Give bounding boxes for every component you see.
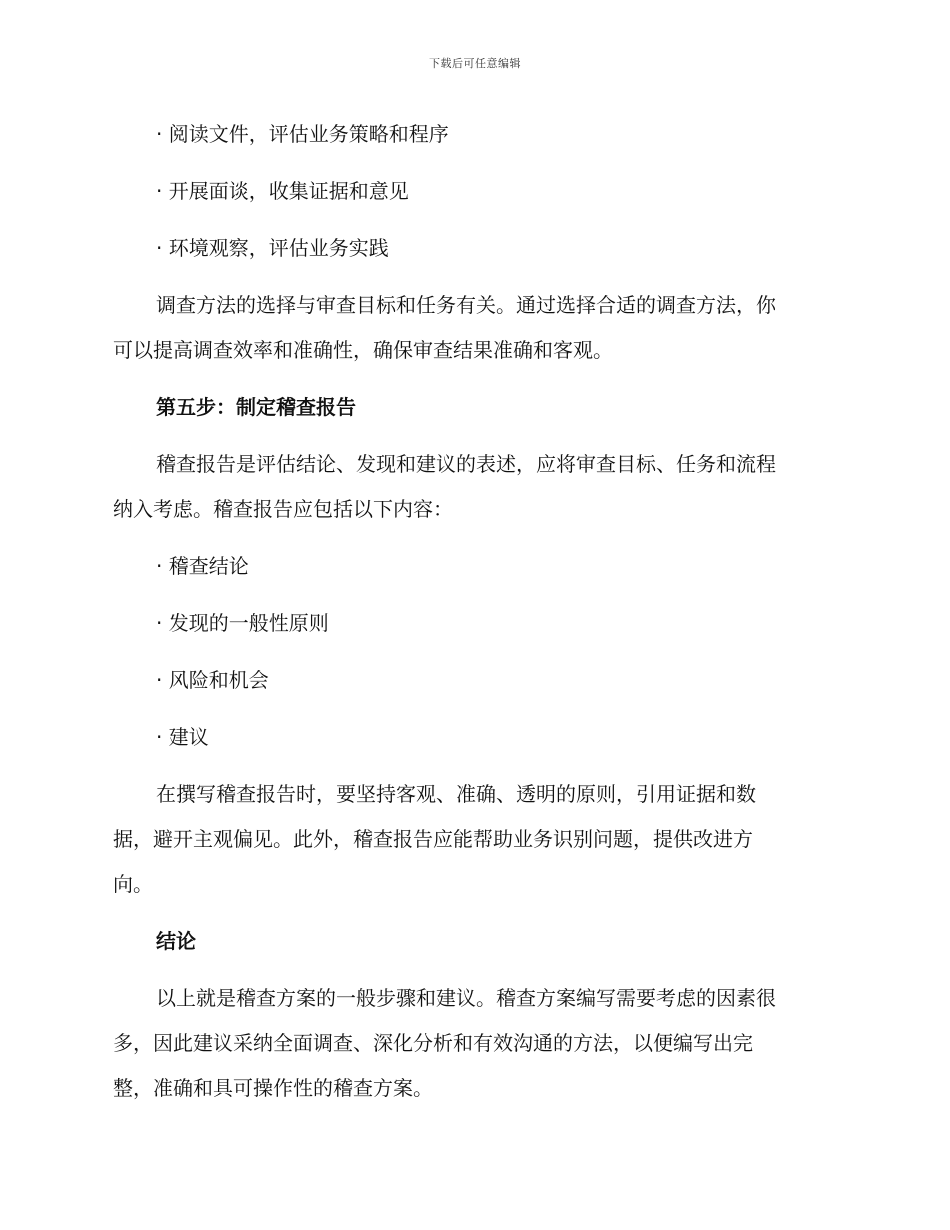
- section-heading: 第五步：制定稽查报告: [156, 395, 356, 419]
- paragraph-line: 多，因此建议采纳全面调查、深化分析和有效沟通的方法，以便编写出完: [113, 1031, 753, 1055]
- bullet-item: · 环境观察，评估业务实践: [156, 236, 389, 260]
- paragraph-line: 调查方法的选择与审查目标和任务有关。通过选择合适的调查方法，你: [156, 293, 776, 317]
- bullet-item: · 建议: [156, 725, 209, 749]
- paragraph-line: 在撰写稽查报告时，要坚持客观、准确、透明的原则，引用证据和数: [156, 782, 756, 806]
- bullet-item: · 发现的一般性原则: [156, 611, 329, 635]
- paragraph: [113, 283, 835, 373]
- bullet-item: · 稽查结论: [156, 554, 249, 578]
- bullet-item: · 风险和机会: [156, 668, 269, 692]
- bullet-item: · 阅读文件，评估业务策略和程序: [156, 122, 449, 146]
- paragraph-line: 可以提高调查效率和准确性，确保审查结果准确和客观。: [113, 338, 613, 362]
- paragraph-line: 据，避开主观偏见。此外，稽查报告应能帮助业务识别问题，提供改进方: [113, 827, 753, 851]
- section-heading: 结论: [156, 929, 196, 953]
- paragraph-line: 整，准确和具可操作性的稽查方案。: [113, 1076, 433, 1100]
- page-header: 下载后可任意编辑: [429, 57, 521, 70]
- paragraph-line: 纳入考虑。稽查报告应包括以下内容：: [113, 497, 453, 521]
- bullet-item: · 开展面谈，收集证据和意见: [156, 179, 409, 203]
- paragraph-line: 向。: [113, 872, 153, 896]
- paragraph-line: 以上就是稽查方案的一般步骤和建议。稽查方案编写需要考虑的因素很: [156, 986, 776, 1010]
- paragraph-line: 稽查报告是评估结论、发现和建议的表述，应将审查目标、任务和流程: [156, 452, 776, 476]
- paragraph: [113, 772, 835, 907]
- paragraph: [113, 976, 835, 1111]
- paragraph: [113, 442, 835, 532]
- document-body: [113, 112, 835, 1123]
